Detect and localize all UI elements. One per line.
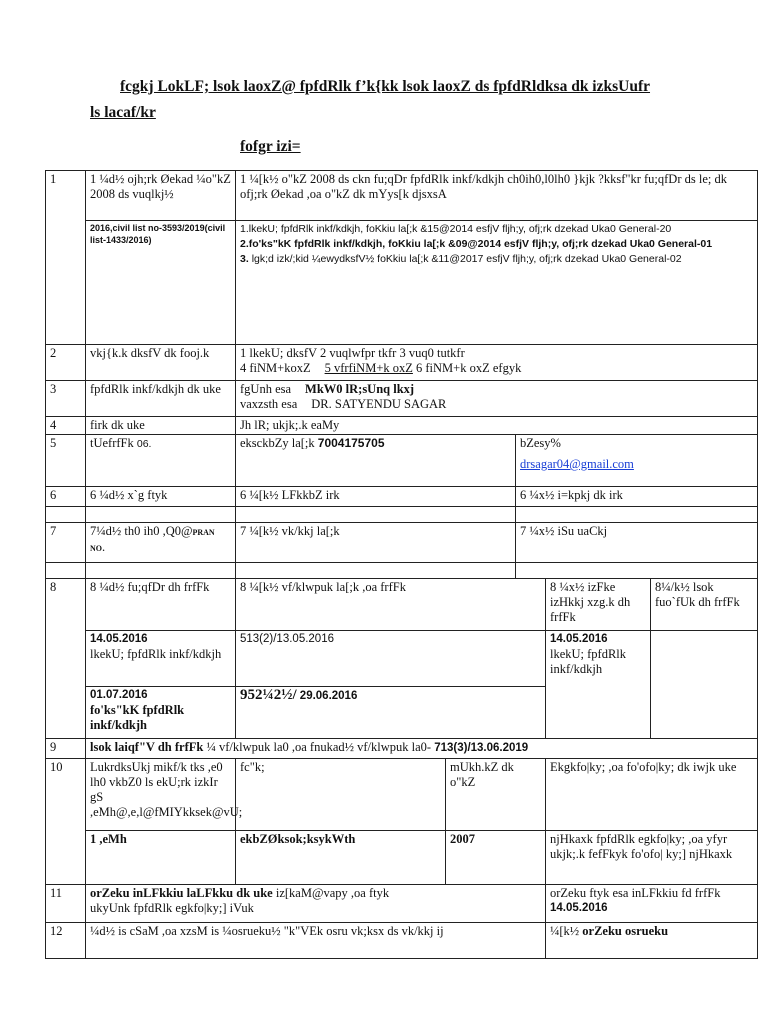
- retirement-date-label: 8¼/k½ lsok fuo`fUk dh frfFk: [651, 579, 758, 631]
- row-4: [46, 417, 758, 435]
- row-7: [46, 523, 758, 563]
- appointment-1: 14.05.2016 lkekU; fpfdRlk inkf/kdkjh: [86, 631, 236, 687]
- row-number: 9: [46, 739, 86, 759]
- subject-label: fc"k;: [236, 759, 446, 831]
- row-3: [46, 381, 758, 417]
- row-1-details: [46, 221, 758, 345]
- pass-year-label: mUkh.kZ dk o"kZ: [446, 759, 546, 831]
- current-pay-label: ¼[k½ orZeku osrueku: [546, 923, 758, 959]
- pg-degree-label: LukrdksUkj mikf/k tks ,e0 lh0 vkbZ0 ls ekU;rk izkIr gS ,eMh@,e,l@fMIYkksek@vU;: [86, 759, 236, 831]
- pass-year-value: 2007: [446, 831, 546, 885]
- officer-name-label: fpfdRlk inkf/kdkjh dk uke: [86, 381, 236, 417]
- row-2: [46, 345, 758, 381]
- dob-label: tUefrfFk 06.: [86, 435, 236, 487]
- row-8-header: [46, 579, 758, 631]
- row-number: 7: [46, 523, 86, 563]
- proforma-table: [45, 170, 758, 959]
- name-english: DR. SATYENDU SAGAR: [311, 397, 447, 411]
- current-posting: orZeku inLFkkiu laLFkku dk uke iz[kaM@vapy ,oa ftyk ukyUnk fpfdRlk egkfo|ky;] iVuk: [86, 885, 546, 923]
- pan-label: 7 ¼x½ iSu uaCkj: [516, 523, 758, 563]
- merit-item-2: 2.fo'ks"kK fpfdRlk inkf/kdkjh, foKkiu la[;k &09@2014 esfjV fljh;y, ofj;rk dzekad Uka0 General-01: [240, 238, 713, 250]
- seniority-label: 1 ¼d½ ojh;rk Øekad ¼o"kZ 2008 ds vuqlkj½: [86, 171, 236, 221]
- officer-name: fgUnh esa MkW0 lR;sUnq lkxj vaxzsth esa DR. SATYENDU SAGAR: [236, 381, 758, 417]
- seniority-instructions: 1 ¼[k½ o"kZ 2008 ds ckn fu;qDr fpfdRlk inkf/kdkjh ch0ih0,l0lh0 }kjk ?kksf"kr fu;qfDr ds le; dk ofj;rk Øekad ,oa o"kZ dk mYys[k djsxsA: [236, 171, 758, 221]
- subject-value: ekbZØksok;ksykWth: [236, 831, 446, 885]
- selected-category: 5 vfrfiNM+k oxZ: [324, 361, 413, 375]
- title-line-2: ls lacaf/kr: [90, 104, 156, 121]
- notification-label: 8 ¼[k½ vf/klwpuk la[;k ,oa frfFk: [236, 579, 546, 631]
- row-12: [46, 923, 758, 959]
- notification-2: 952¼2½/ 29.06.2016: [236, 687, 546, 739]
- email-link[interactable]: drsagar04@gmail.com: [520, 457, 634, 471]
- row-number: 2: [46, 345, 86, 381]
- pay-band-label: ¼d½ is cSaM ,oa xzsM is ¼osrueku½ "k"VEk osru vk;ksx ds vk/kkj ij: [86, 923, 546, 959]
- reservation-label: vkj{k.k dksfV dk fooj.k: [86, 345, 236, 381]
- joining-1: 14.05.2016 lkekU; fpfdRlk inkf/kdkjh: [546, 631, 651, 739]
- college-value: njHkaxk fpfdRlk egkfo|ky; ,oa yfyr ukjk;.k fefFkyk fo'ofo| ky;] njHkaxk: [546, 831, 758, 885]
- row-9: [46, 739, 758, 759]
- row-number: 4: [46, 417, 86, 435]
- row-number: 1: [46, 171, 86, 345]
- row-7-blank: [46, 563, 758, 579]
- row-10-header: [46, 759, 758, 831]
- gpf-label: 7¼d½ th0 ih0 ,Q0@PRAN NO.: [86, 523, 236, 563]
- row-11: [46, 885, 758, 923]
- row-8-entry-1: [46, 631, 758, 687]
- mobile-cell: eksckbZy la[;k 7004175705: [236, 435, 516, 487]
- name-hindi: MkW0 lR;sUnq lkxj: [305, 382, 415, 396]
- row-10-entry: [46, 831, 758, 885]
- home-district-label: 6 ¼d½ x`g ftyk: [86, 487, 236, 507]
- row-6-blank: [46, 507, 758, 523]
- appointment-2: 01.07.2016 fo'ks"kK fpfdRlk inkf/kdkjh: [86, 687, 236, 739]
- posting-date: orZeku ftyk esa inLFkkiu fd frfFk 14.05.2016: [546, 885, 758, 923]
- merit-item-1: 1.lkekU; fpfdRlk inkf/kdkjh, foKkiu la[;k &15@2014 esfjV fljh;y, ofj;rk dzekad Uka0 General-20: [240, 223, 672, 235]
- postal-address-label: 6 ¼x½ i=kpkj dk irk: [516, 487, 758, 507]
- father-name-label: firk dk uke: [86, 417, 236, 435]
- confirmation-date: lsok laiqf"V dh frfFk ¼ vf/klwpuk la0 ,oa fnukad½ vf/klwpuk la0- 713(3)/13.06.2019: [86, 739, 758, 759]
- reservation-categories: 1 lkekU; dksfV 2 vuqlwfpr tkfr 3 vuq0 tutkfr 4 fiNM+koxZ 5 vfrfiNM+k oxZ 6 fiNM+k oxZ efgyk: [236, 345, 758, 381]
- row-number: 5: [46, 435, 86, 487]
- aadhaar-label: 7 ¼[k½ vk/kkj la[;k: [236, 523, 516, 563]
- college-label: Ekgkfo|ky; ,oa fo'ofo|ky; dk iwjk uke: [546, 759, 758, 831]
- mobile-number: 7004175705: [317, 436, 385, 450]
- row-number: 11: [46, 885, 86, 923]
- row-6: [46, 487, 758, 507]
- merit-item-3: 3. lgk;d izk/;kid ¼ewydksfV½ foKkiu la[;k &11@2017 esfjV fljh;y, ofj;rk dzekad Uka0 General-02: [240, 253, 682, 265]
- merit-series-list: [236, 221, 758, 345]
- row-number: 10: [46, 759, 86, 885]
- row-number: 6: [46, 487, 86, 507]
- row-number: 3: [46, 381, 86, 417]
- document-subtitle: fofgr izi=: [240, 138, 301, 155]
- row-1: [46, 171, 758, 221]
- father-name: Jh lR; ukjk;.k eaMy: [236, 417, 758, 435]
- notification-1: 513(2)/13.05.2016: [236, 631, 546, 687]
- email-cell: bZesy% drsagar04@gmail.com: [516, 435, 758, 487]
- row-number: 12: [46, 923, 86, 959]
- appointment-date-label: 8 ¼d½ fu;qfDr dh frfFk: [86, 579, 236, 631]
- document-title: [90, 74, 740, 126]
- joining-date-label: 8 ¼x½ izFke izHkkj xzg.k dh frfFk: [546, 579, 651, 631]
- title-line-1: fcgkj LokLF; lsok laoxZ@ fpfdRlk f’k{kk lsok laoxZ ds fpfdRldksa dk izksUufr: [120, 78, 651, 95]
- degree-value: 1 ,eMh: [86, 831, 236, 885]
- row-5: [46, 435, 758, 487]
- permanent-address-label: 6 ¼[k½ LFkkbZ irk: [236, 487, 516, 507]
- row-number: 8: [46, 579, 86, 739]
- civil-list-info: 2016,civil list no-3593/2019(civil list-1433/2016): [86, 221, 236, 345]
- retirement-date: [651, 631, 758, 739]
